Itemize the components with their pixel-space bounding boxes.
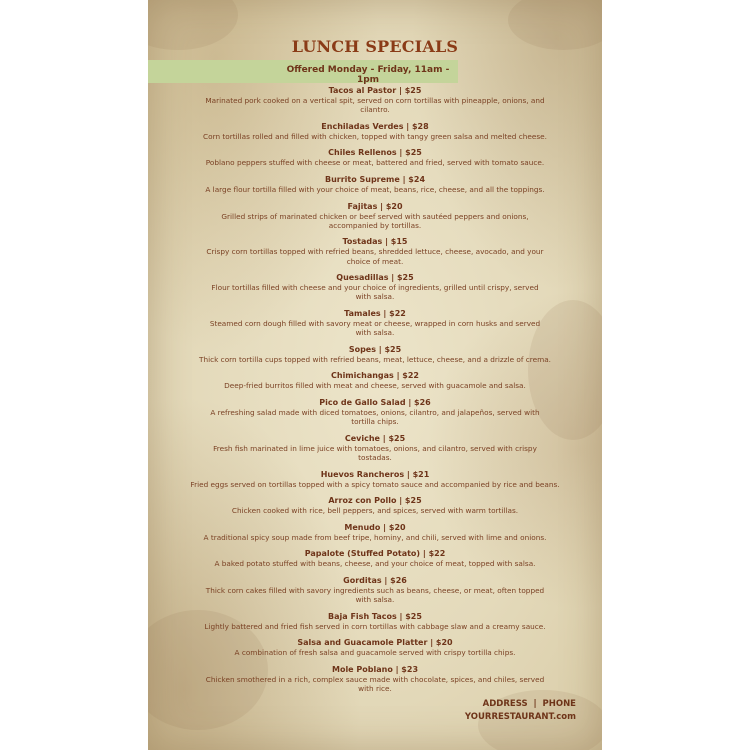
menu-item <box>148 86 602 114</box>
menu-item-description: Thick corn cakes filled with savory ingredients such as beans, cheese, or meat, often topped with salsa. <box>205 585 545 605</box>
menu-item-name: Sopes | $25 <box>348 344 402 354</box>
menu-item-description: Poblano peppers stuffed with cheese or meat, battered and fried, served with tomato sauce. <box>205 158 545 168</box>
menu-item-description: A traditional spicy soup made from beef tripe, hominy, and chili, served with lime and onions. <box>203 532 547 542</box>
menu-item-description: Crispy corn tortillas topped with refried beans, shredded lettuce, cheese, avocado, and your choice of meat. <box>206 247 544 266</box>
menu-item-name: Fajitas | $20 <box>347 201 403 211</box>
contact-line: ADDRESS | PHONE <box>482 699 576 709</box>
menu-item <box>148 202 602 230</box>
menu-item-description: Corn tortillas rolled and filled with chicken, topped with tangy green salsa and melted cheese. <box>203 131 547 141</box>
menu-item-description: Steamed corn dough filled with savory meat or cheese, wrapped in corn husks and served with salsa. <box>209 318 541 338</box>
menu-item-name: Burrito Supreme | $24 <box>324 174 426 184</box>
menu-item-name: Quesadillas | $25 <box>336 273 414 283</box>
menu-item-description: Fresh fish marinated in lime juice with tomatoes, onions, and cilantro, served with crispy tostadas. <box>213 443 537 462</box>
menu-item-name: Mole Poblano | $23 <box>331 664 419 674</box>
menu-item-description: Deep-fried burritos filled with meat and cheese, served with guacamole and salsa. <box>224 381 526 391</box>
menu-item <box>148 237 602 265</box>
menu-item-name: Enchiladas Verdes | $28 <box>321 121 429 131</box>
menu-item-name: Pico de Gallo Salad | $26 <box>319 397 431 407</box>
menu-item <box>148 273 602 301</box>
menu-item <box>148 470 602 489</box>
menu-item <box>148 175 602 194</box>
contact-footer <box>465 698 576 724</box>
menu-item <box>148 638 602 657</box>
menu-paper <box>148 0 602 750</box>
menu-item <box>148 309 602 337</box>
menu-item-name: Tamales | $22 <box>344 308 406 318</box>
menu-item-name: Huevos Rancheros | $21 <box>320 469 430 479</box>
menu-item-description: Fried eggs served on tortillas topped with a spicy tomato sauce and accompanied by rice and beans. <box>190 479 560 489</box>
menu-item <box>148 496 602 515</box>
menu-item-name: Salsa and Guacamole Platter | $20 <box>297 638 453 648</box>
menu-item <box>148 434 602 462</box>
menu-item <box>148 576 602 604</box>
menu-item-name: Menudo | $20 <box>344 522 406 532</box>
menu-item-name: Gorditas | $26 <box>343 575 407 585</box>
menu-subtitle: Offered Monday - Friday, 11am - 1pm <box>286 65 450 85</box>
menu-item-name: Tostadas | $15 <box>342 237 408 247</box>
menu-item-description: A refreshing salad made with diced tomatoes, onions, cilantro, and jalapeños, served with tortilla chips. <box>210 407 540 427</box>
menu-item-name: Arroz con Pollo | $25 <box>328 496 422 506</box>
menu-item <box>148 398 602 426</box>
menu-item-description: Chicken smothered in a rich, complex sauce made with chocolate, spices, and chiles, served with rice. <box>205 674 545 694</box>
menu-item <box>148 122 602 141</box>
menu-item-description: Lightly battered and fried fish served in corn tortillas with cabbage slaw and a creamy sauce. <box>204 621 546 631</box>
menu-item <box>148 665 602 693</box>
menu-item-name: Chiles Rellenos | $25 <box>328 148 422 158</box>
menu-item-name: Ceviche | $25 <box>344 433 406 443</box>
menu-item <box>148 345 602 364</box>
menu-list <box>148 86 602 701</box>
menu-item <box>148 523 602 542</box>
menu-item-description: A large flour tortilla filled with your choice of meat, beans, rice, cheese, and all the toppings. <box>205 184 545 194</box>
menu-item-name: Chimichangas | $22 <box>331 371 419 381</box>
menu-title: LUNCH SPECIALS <box>291 37 459 56</box>
menu-item <box>148 612 602 631</box>
menu-item-description: Thick corn tortilla cups topped with refried beans, meat, lettuce, cheese, and a drizzle of crema. <box>199 354 551 364</box>
menu-item-name: Papalote (Stuffed Potato) | $22 <box>304 549 446 559</box>
menu-item-name: Baja Fish Tacos | $25 <box>328 611 422 621</box>
menu-item-description: Chicken cooked with rice, bell peppers, and spices, served with warm tortillas. <box>231 506 519 516</box>
menu-item-description: Flour tortillas filled with cheese and your choice of ingredients, grilled until crispy, served with salsa. <box>211 283 539 302</box>
website-link[interactable]: YOURRESTAURANT.com <box>464 712 576 722</box>
menu-item <box>148 148 602 167</box>
menu-item-description: A baked potato stuffed with beans, cheese, and your choice of meat, topped with salsa. <box>214 559 536 569</box>
menu-item <box>148 549 602 568</box>
menu-item <box>148 371 602 390</box>
menu-item-description: A combination of fresh salsa and guacamole served with crispy tortilla chips. <box>234 648 516 658</box>
menu-item-description: Marinated pork cooked on a vertical spit, served on corn tortillas with pineapple, onions, and cilantro. <box>205 96 545 115</box>
menu-item-name: Tacos al Pastor | $25 <box>328 86 422 95</box>
menu-item-description: Grilled strips of marinated chicken or beef served with sautéed peppers and onions, accompanied by tortillas. <box>221 211 529 230</box>
